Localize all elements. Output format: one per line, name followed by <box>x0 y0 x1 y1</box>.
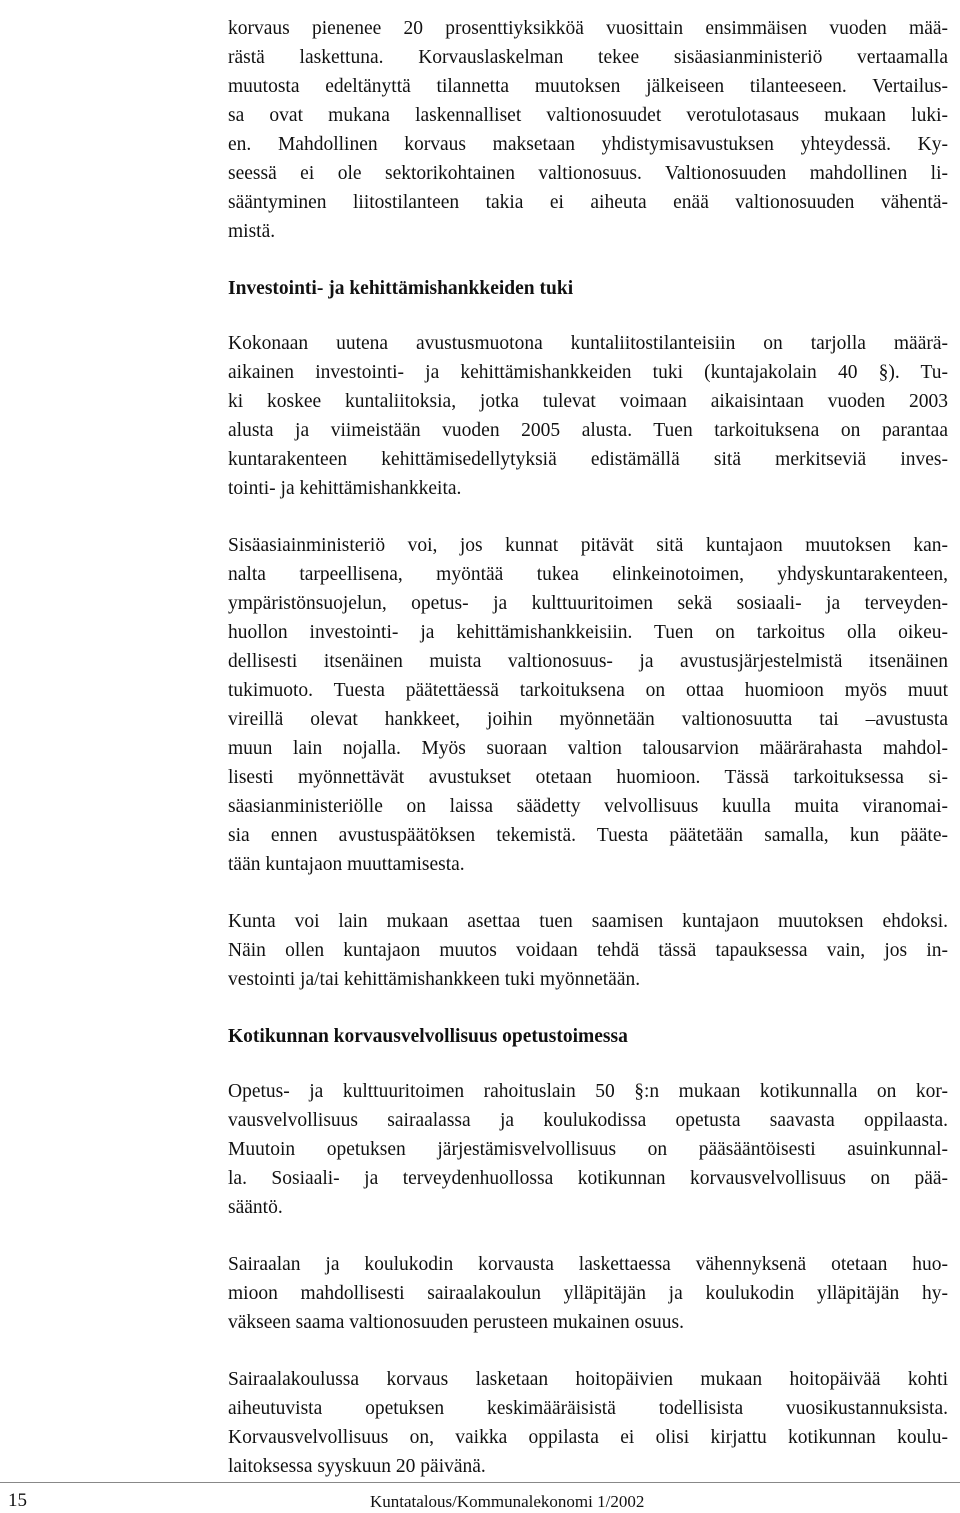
text-line: väkseen saama valtionosuuden perusteen mukainen osuus. <box>228 1312 684 1333</box>
text-line: Muutoin opetuksen järjestämisvelvollisuus on pääsääntöisesti asuinkunnal- <box>228 1139 948 1160</box>
text-line: muutosta edeltänyttä tilannetta muutoksen jälkeiseen tilanteeseen. Vertailus- <box>228 76 948 97</box>
text-line: nalta tarpeellisena, myöntää tukea elinkeinotoimen, yhdyskuntarakenteen, <box>228 564 948 585</box>
text-line: aikainen investointi- ja kehittämishankkeiden tuki (kuntajakolain 40 §). Tu- <box>228 362 948 383</box>
text-line: lisesti myönnettävät avustukset otetaan huomioon. Tässä tarkoituksessa si- <box>228 767 948 788</box>
text-line: sääntyminen liitostilanteen takia ei aiheuta enää valtionosuuden vähentä- <box>228 192 948 213</box>
text-line: Kunta voi lain mukaan asettaa tuen saamisen kuntajaon muutoksen ehdoksi. <box>228 911 948 932</box>
intro-paragraph <box>228 14 948 246</box>
text-line: en. Mahdollinen korvaus maksetaan yhdistymisavustuksen yhteydessä. Ky- <box>228 134 948 155</box>
text-line: ki koskee kuntaliitoksia, jotka tulevat voimaan aikaisintaan vuoden 2003 <box>228 391 948 412</box>
text-line: huollon investointi- ja kehittämishankkeisiin. Tuen on tarkoitus olla oikeu- <box>228 622 948 643</box>
text-line: Korvausvelvollisuus on, vaikka oppilasta ei olisi kirjattu kotikunnan koulu- <box>228 1427 948 1448</box>
text-line: mioon mahdollisesti sairaalakoulun ylläpitäjän ja koulukodin ylläpitäjän hy- <box>228 1283 948 1304</box>
paragraph <box>228 1250 948 1337</box>
paragraph <box>228 1365 948 1481</box>
text-line: Sisäasiainministeriö voi, jos kunnat pitävät sitä kuntajaon muutoksen kan- <box>228 535 948 556</box>
text-line: säasianministeriölle on laissa säädetty velvollisuus kuulla muita viranomai- <box>228 796 948 817</box>
page-number: 15 <box>8 1490 27 1511</box>
paragraph <box>228 329 948 503</box>
text-line: Opetus- ja kulttuuritoimen rahoituslain 50 §:n mukaan kotikunnalla on kor- <box>228 1081 948 1102</box>
text-line: sia ennen avustuspäätöksen tekemistä. Tuesta päätetään samalla, kun pääte- <box>228 825 948 846</box>
text-line: alusta ja viimeistään vuoden 2005 alusta. Tuen tarkoituksena on parantaa <box>228 420 948 441</box>
text-line: seessä ei ole sektorikohtainen valtionosuus. Valtionosuuden mahdollinen li- <box>228 163 948 184</box>
text-line: vausvelvollisuus sairaalassa ja koulukodissa opetusta saavasta oppilaasta. <box>228 1110 948 1131</box>
text-line: vestointi ja/tai kehittämishankkeen tuki myönnetään. <box>228 969 641 990</box>
section-heading-investment-support: Investointi- ja kehittämishankkeiden tuki <box>228 278 574 299</box>
text-line: aiheutuvista opetuksen keskimääräisistä todellisista vuosikustannuksista. <box>228 1398 948 1419</box>
text-line: la. Sosiaali- ja terveydenhuollossa kotikunnan korvausvelvollisuus on pää- <box>228 1168 948 1189</box>
text-line: sa ovat mukana laskennalliset valtionosuudet verotulotasaus mukaan luki- <box>228 105 948 126</box>
text-line: vireillä olevat hankkeet, joihin myönnetään valtionosuutta tai –avustusta <box>228 709 948 730</box>
text-line: Kokonaan uutena avustusmuotona kuntaliitostilanteisiin on tarjolla määrä- <box>228 333 948 354</box>
text-line: tään kuntajaon muuttamisesta. <box>228 854 465 875</box>
document-body <box>228 14 948 1481</box>
text-line: kuntarakenteen kehittämisedellytyksiä edistämällä sitä merkitseviä inves- <box>228 449 948 470</box>
text-line: mistä. <box>228 221 276 242</box>
text-line: Sairaalakoulussa korvaus lasketaan hoitopäivien mukaan hoitopäivää kohti <box>228 1369 948 1390</box>
text-line: Sairaalan ja koulukodin korvausta laskettaessa vähennyksenä otetaan huo- <box>228 1254 948 1275</box>
text-line: sääntö. <box>228 1197 283 1218</box>
section-heading-home-municipality-compensation: Kotikunnan korvausvelvollisuus opetustoimessa <box>228 1026 628 1047</box>
text-line: korvaus pienenee 20 prosenttiyksikköä vuosittain ensimmäisen vuoden mää- <box>228 18 948 39</box>
text-line: dellisesti itsenäinen muista valtionosuus- ja avustusjärjestelmistä itsenäinen <box>228 651 948 672</box>
paragraph <box>228 1077 948 1222</box>
paragraph <box>228 907 948 994</box>
text-line: rästä laskettuna. Korvauslaskelman tekee sisäasianministeriö vertaamalla <box>228 47 948 68</box>
text-line: tukimuoto. Tuesta päätettäessä tarkoituksena on ottaa huomioon myös muut <box>228 680 948 701</box>
paragraph <box>228 531 948 879</box>
text-line: Näin ollen kuntajaon muutos voidaan tehdä tässä tapauksessa vain, jos in- <box>228 940 948 961</box>
text-line: tointi- ja kehittämishankkeita. <box>228 478 462 499</box>
journal-title: Kuntatalous/Kommunalekonomi 1/2002 <box>370 1492 645 1511</box>
text-line: ympäristönsuojelun, opetus- ja kulttuuritoimen sekä sosiaali- ja terveyden- <box>228 593 948 614</box>
footer-divider <box>0 1482 960 1483</box>
text-line: laitoksessa syyskuun 20 päivänä. <box>228 1456 486 1477</box>
text-line: muun lain nojalla. Myös suoraan valtion talousarvion määrärahasta mahdol- <box>228 738 948 759</box>
